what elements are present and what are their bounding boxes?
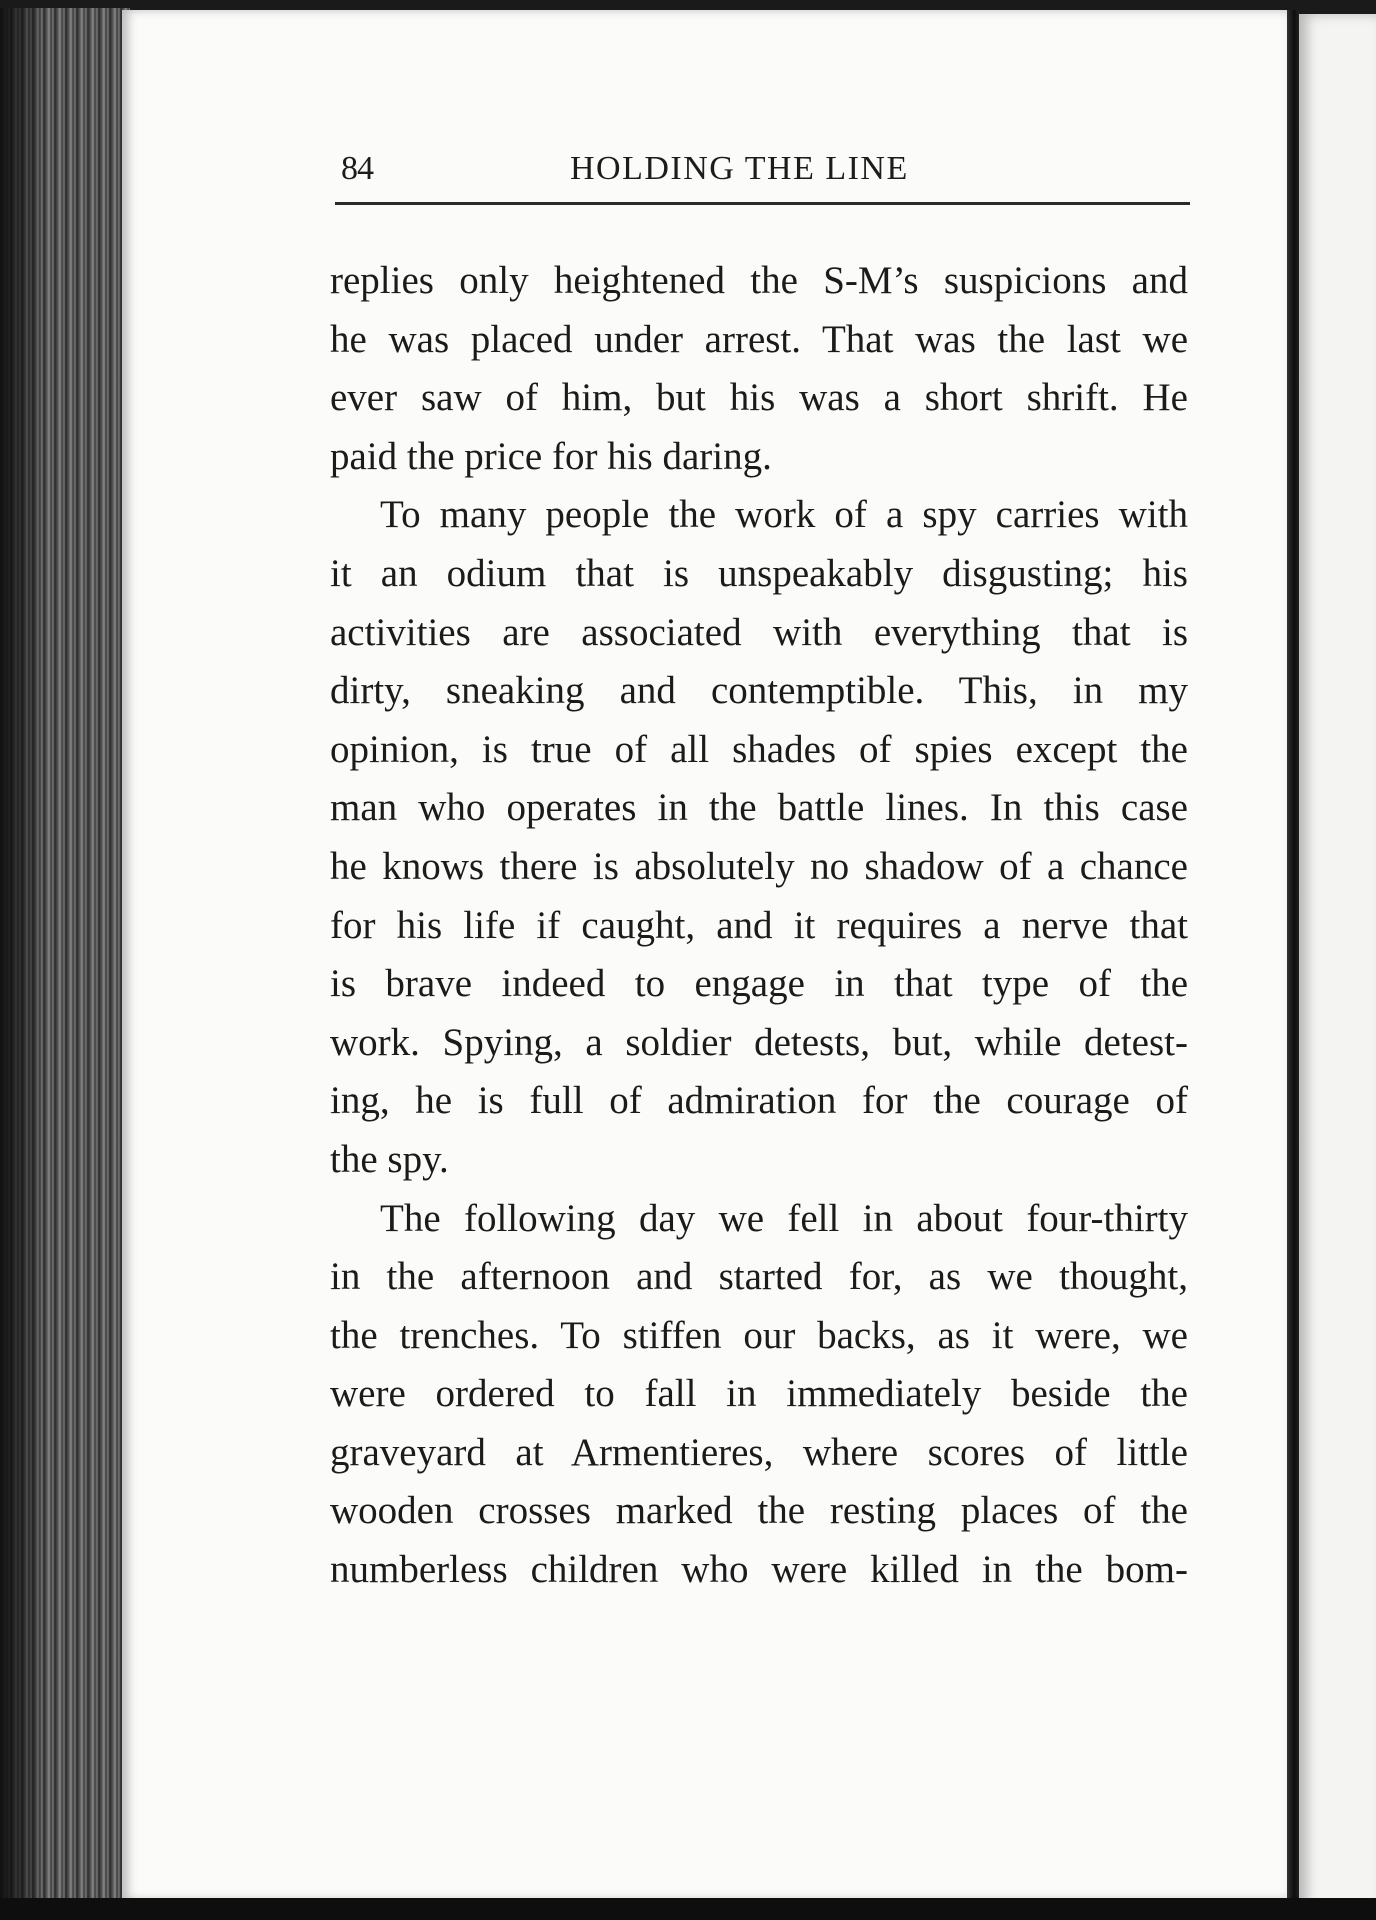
text-line: for his life if caught, and it requires a nerve that [330, 903, 1188, 947]
text-line: it an odium that is unspeakably disgusting; his [330, 551, 1188, 595]
text-line: paid the price for his daring. [330, 434, 772, 478]
text-line: were ordered to fall in immediately beside the [330, 1372, 1188, 1416]
text-line: ing, he is full of admiration for the courage of [330, 1079, 1188, 1123]
text-line: dirty, sneaking and contemptible. This, in my [330, 669, 1188, 713]
text-line: To many people the work of a spy carries with [380, 493, 1188, 537]
running-title: HOLDING THE LINE [570, 150, 909, 187]
page-number: 84 [341, 150, 373, 187]
text-line: graveyard at Armentieres, where scores of little [330, 1430, 1188, 1474]
scan-bottom-border [0, 1898, 1376, 1920]
text-line: in the afternoon and started for, as we thought, [330, 1255, 1188, 1299]
running-head [335, 150, 1190, 198]
text-line: ever saw of him, but his was a short shrift. He [330, 376, 1188, 420]
facing-page-edge [1299, 14, 1376, 1920]
text-line: is brave indeed to engage in that type of the [330, 962, 1188, 1006]
text-line: the spy. [330, 1137, 449, 1181]
text-line: numberless children who were killed in the bom- [330, 1548, 1188, 1592]
text-line: the trenches. To stiffen our backs, as it were, we [330, 1313, 1188, 1357]
page-gutter [1287, 10, 1299, 1905]
text-line: man who operates in the battle lines. In this case [330, 786, 1188, 830]
book-edge-shadow [0, 8, 40, 1908]
text-line: activities are associated with everything that is [330, 610, 1188, 654]
text-line: replies only heightened the S-M’s suspicions and [330, 259, 1188, 302]
text-line: opinion, is true of all shades of spies except the [330, 727, 1188, 771]
text-line: wooden crosses marked the resting places of the [330, 1489, 1188, 1533]
text-line: The following day we fell in about four-thirty [380, 1196, 1188, 1240]
text-line: work. Spying, a soldier detests, but, while detest- [330, 1020, 1188, 1064]
header-rule [335, 202, 1190, 205]
body-text [330, 252, 1188, 1600]
text-line: he knows there is absolutely no shadow of a chance [330, 844, 1188, 888]
text-line: he was placed under arrest. That was the last we [330, 317, 1188, 361]
